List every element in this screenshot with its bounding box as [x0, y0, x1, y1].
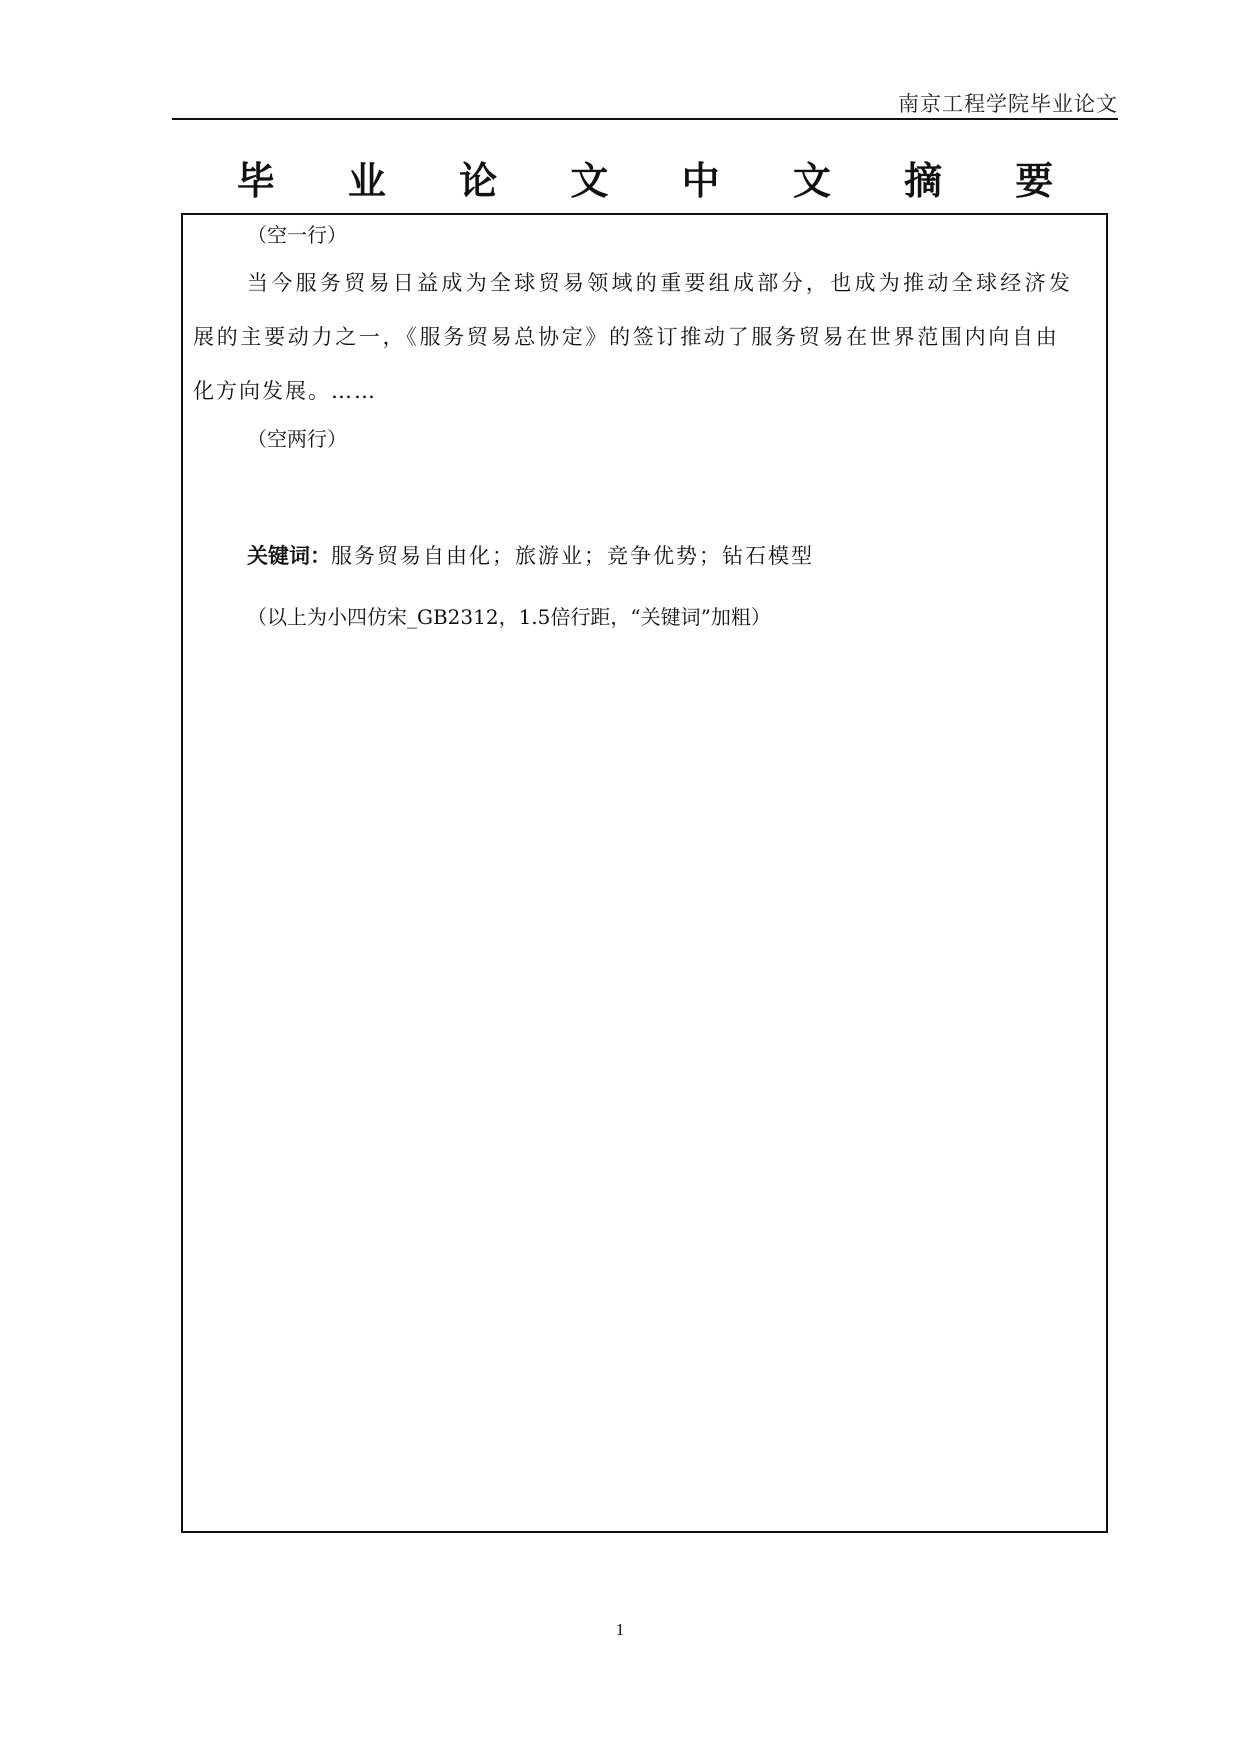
- running-header: 南京工程学院毕业论文: [898, 92, 1118, 116]
- abstract-paragraph-line-2: 展的主要动力之一，《服务贸易总协定》的签订推动了服务贸易在世界范围内向自由: [193, 325, 1060, 349]
- page-number: 1: [615, 1620, 625, 1639]
- keywords-line: [247, 540, 814, 570]
- abstract-paragraph-line-3: 化方向发展。……: [193, 379, 377, 403]
- abstract-paragraph-line-1: 当今服务贸易日益成为全球贸易领域的重要组成部分，也成为推动全球经济发: [247, 271, 1074, 295]
- blank-one-line-note: （空一行）: [247, 223, 347, 247]
- blank-two-lines-note: （空两行）: [247, 427, 347, 451]
- format-note: （以上为小四仿宋_GB2312，1.5倍行距，“关键词”加粗）: [247, 605, 771, 629]
- page-title: 毕 业 论 文 中 文 摘 要: [236, 159, 1084, 203]
- abstract-frame: [181, 213, 1108, 1533]
- keywords-label: 关键词：: [247, 544, 331, 568]
- header-rule: [172, 118, 1118, 120]
- keywords-value: 服务贸易自由化；旅游业；竞争优势；钻石模型: [331, 544, 814, 568]
